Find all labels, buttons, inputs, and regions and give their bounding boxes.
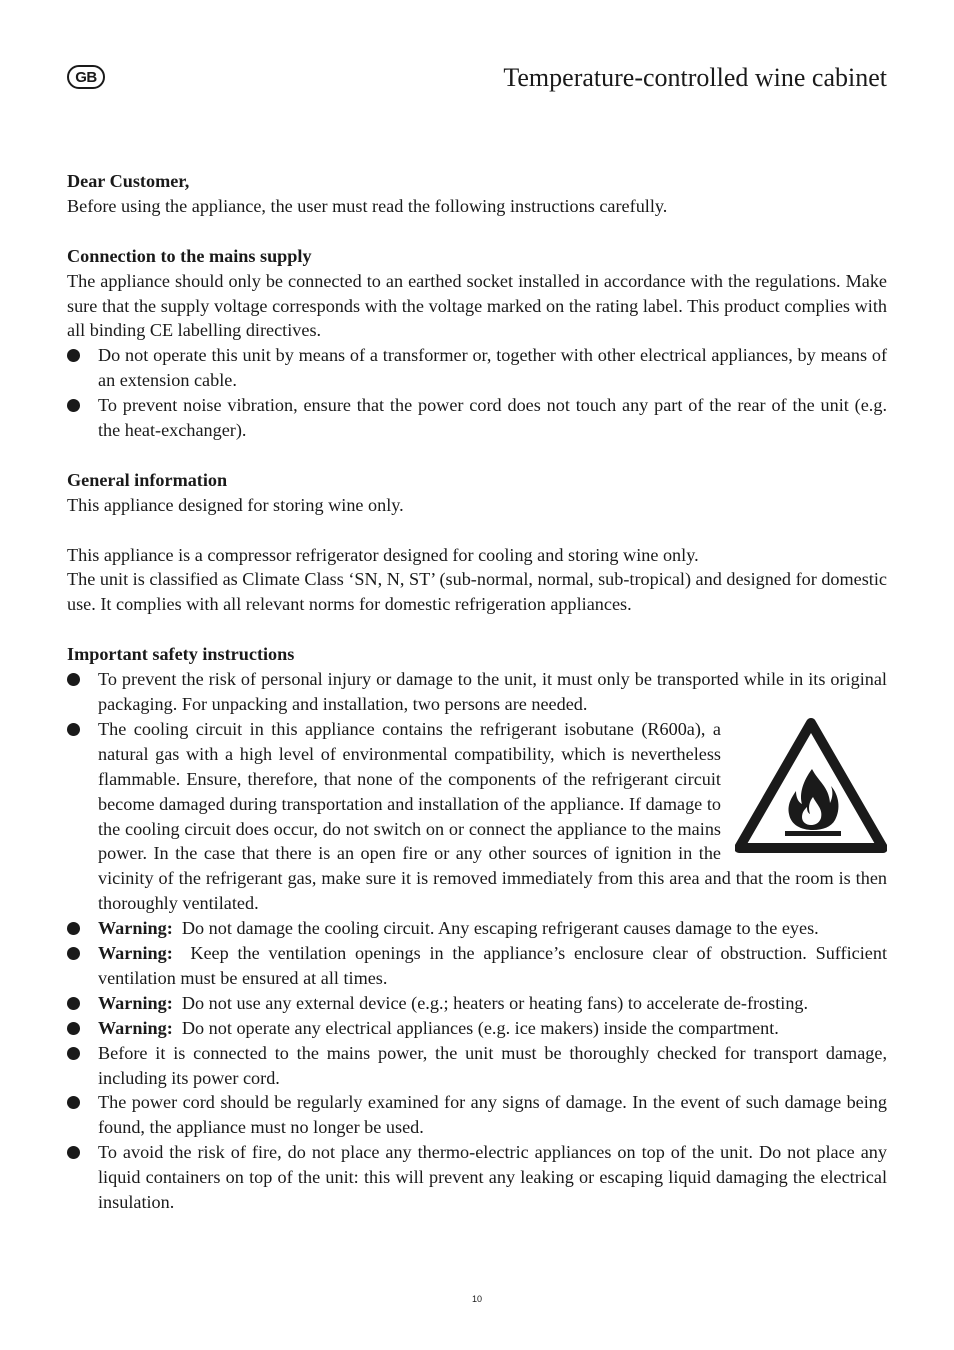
list-item [67, 991, 887, 1016]
general-section-continued [67, 543, 887, 618]
general-section [67, 468, 887, 518]
list-item-text: Keep the ventilation openings in the appliance’s enclosure clear of obstruction. Sufficient ventilation must be ensured at all times. [98, 943, 887, 988]
general-text: This appliance is a compressor refrigerator designed for cooling and storing wine only. [67, 544, 699, 565]
list-item-text: The cooling circuit in this appliance contains the refrigerant isobutane (R600a), a natural gas with a high level of environmental compatibility, which is nevertheless flammable. Ensure, therefore, that none of the components of the refrigerant circuit become damaged during transportation and installation of the appliance. If damage to the cooling circuit does occur, do not switch on or connect the appliance to the mains power. In the case that there is an open fire or any other sources of ignition in the vicinity of the refrigerant gas, make sure it is removed immediately from this area and that the room is then thoroughly ventilated. [98, 718, 887, 914]
bullet-icon [67, 922, 80, 935]
general-heading: General information [67, 469, 228, 490]
bullet-icon [67, 1096, 80, 1109]
list-item-text: The power cord should be regularly examined for any signs of damage. In the event of such damage being found, the appliance must no longer be used. [98, 1092, 887, 1138]
list-item-text: Do not operate any electrical appliances (e.g. ice makers) inside the compartment. [181, 1017, 779, 1038]
list-item [67, 1140, 887, 1215]
bullet-icon [67, 997, 80, 1010]
bullet-icon [67, 947, 80, 960]
flammable-warning-icon [735, 717, 887, 853]
mains-bullet-list [67, 343, 887, 443]
list-item [67, 1016, 887, 1041]
warning-label: Warning: [98, 1017, 173, 1038]
list-item-text: Do not use any external device (e.g.; heaters or heating fans) to accelerate de-frosting. [181, 992, 809, 1013]
list-item [67, 343, 887, 393]
bullet-icon [67, 349, 80, 362]
list-item [67, 717, 887, 916]
mains-text: The appliance should only be connected to an earthed socket installed in accordance with the regulations. Make sure that the supply voltage corresponds with the voltage marked on the rating label. This product complies with all binding CE labelling directives. [67, 270, 887, 341]
list-item-text: Before it is connected to the mains power, the unit must be thoroughly checked for transport damage, including its power cord. [98, 1042, 887, 1088]
bullet-icon [67, 399, 80, 412]
list-item-text: Do not damage the cooling circuit. Any escaping refrigerant causes damage to the eyes. [181, 918, 819, 939]
intro-section [67, 169, 887, 219]
intro-heading: Dear Customer, [67, 171, 190, 191]
list-item-text: Do not operate this unit by means of a transformer or, together with other electrical appliances, by means of an extension cable. [98, 345, 887, 391]
list-item-text: To prevent the risk of personal injury or damage to the unit, it must only be transported while in its original packaging. For unpacking and installation, two persons are needed. [98, 669, 887, 714]
list-item [67, 1041, 887, 1091]
safety-heading: Important safety instructions [67, 644, 295, 665]
bullet-icon [67, 1022, 80, 1035]
climate-class-text: The unit is classified as Climate Class ‘SN, N, ST’ (sub-normal, normal, sub-tropical) and designed for domestic use. It complies with all relevant norms for domestic refrigeration appliances. [67, 569, 887, 615]
safety-section [67, 642, 887, 1215]
bullet-icon [67, 723, 80, 736]
document-body [67, 169, 887, 1240]
bullet-icon [67, 1146, 80, 1159]
list-item [67, 1090, 887, 1140]
list-item [67, 916, 887, 941]
safety-bullet-list [67, 667, 887, 1215]
list-item-text: To prevent noise vibration, ensure that the power cord does not touch any part of the rear of the unit (e.g. the heat-exchanger). [98, 395, 887, 441]
general-text: This appliance designed for storing wine only. [67, 494, 404, 515]
document-title: Temperature-controlled wine cabinet [503, 63, 887, 92]
mains-heading: Connection to the mains supply [67, 245, 312, 266]
page-number: 10 [471, 1294, 482, 1304]
warning-label: Warning: [98, 992, 173, 1013]
bullet-icon [67, 1047, 80, 1060]
list-item [67, 941, 887, 991]
intro-text: Before using the appliance, the user must read the following instructions carefully. [67, 195, 668, 216]
list-item-text: To avoid the risk of fire, do not place any thermo-electric appliances on top of the unit. Do not place any liquid containers on top of the unit: this will prevent any leaking or escaping liquid damaging the electrical insulation. [98, 1142, 887, 1213]
list-item [67, 667, 887, 717]
mains-section [67, 244, 887, 443]
bullet-icon [67, 673, 80, 686]
warning-label: Warning: [98, 943, 173, 964]
language-badge: GB [67, 65, 105, 89]
list-item [67, 393, 887, 443]
warning-label: Warning: [98, 918, 173, 939]
